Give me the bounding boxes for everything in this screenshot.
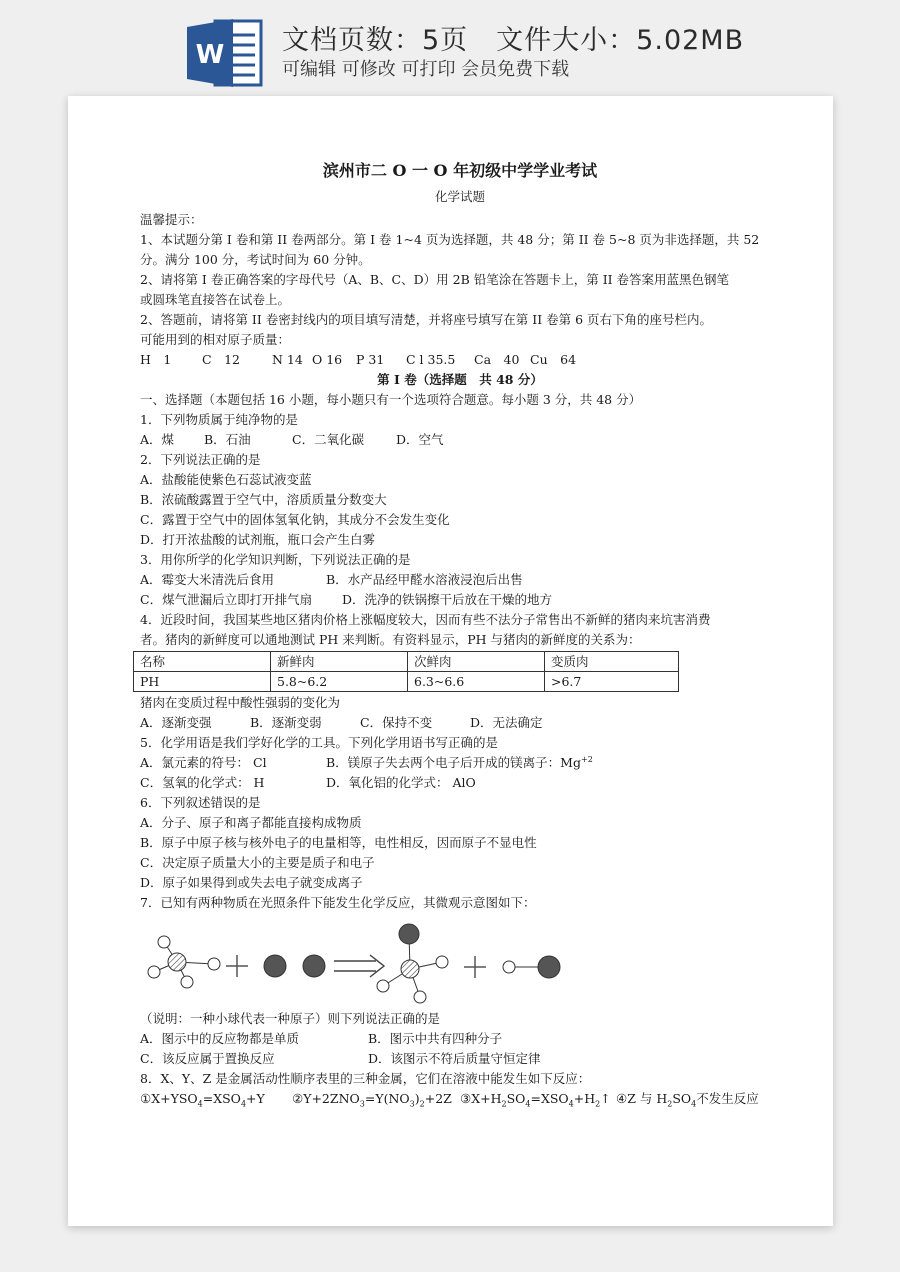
reaction-diagram [140,913,780,1009]
option: D．洗净的铁锅擦干后放在干燥的地方 [342,592,553,607]
product-molecule-1 [377,924,448,1003]
question-7-options-cd [140,1049,780,1069]
option: A．逐渐变强 [140,715,212,730]
ph-freshness-table [133,651,679,692]
option: C．决定原子质量大小的主要是质子和电子 [140,855,375,870]
tip-2b: 或圆珠笔直接答在试卷上。 [140,292,291,307]
section-heading: 第 I 卷（选择题 共 48 分） [377,372,543,387]
table-cell: 6.3~6.6 [408,672,545,692]
reactant-molecule-2 [264,955,325,977]
option: B．水产品经甲醛水溶液浸泡后出售 [326,572,523,587]
option: B．图示中共有四种分子 [368,1031,503,1046]
question-4a: 4．近段时间，我国某些地区猪肉价格上涨幅度较大，因而有些不法分子常售出不新鲜的猪肉来坑害消费 [140,612,711,627]
question-8: 8．X、Y、Z 是金属活动性顺序表里的三种金属，它们在溶液中能发生如下反应： [140,1071,591,1086]
atomic-mass: H 1 [140,352,172,367]
question-7: 7．已知有两种物质在光照条件下能发生化学反应，其微观示意图如下： [140,895,536,910]
plus-sign [464,956,486,978]
atomic-mass: N 14 [272,352,303,367]
svg-text:W: W [195,40,225,70]
option: B．原子中原子核与核外电子的电量相等，电性相反，因而原子不显电性 [140,835,537,850]
question-3: 3．用你所学的化学知识判断，下列说法正确的是 [140,552,411,567]
table-cell: 变质肉 [545,652,679,672]
part-instructions: 一、选择题（本题包括 16 小题，每小题只有一个选项符合题意。每小题 3 分，共 48 分） [140,392,642,407]
reaction-arrow [334,955,384,977]
option: C．保持不变 [360,715,433,730]
reaction-3: $③X+H_2SO_4=XSO_4+H_2↑$ [460,1091,611,1109]
tip-1b: 分。满分 100 分，考试时间为 60 分钟。 [140,252,371,267]
option: C．二氧化碳 [292,432,365,447]
question-1-options [140,430,780,450]
table-header-row [134,652,679,672]
product-molecule-2 [503,956,560,978]
option: A．氯元素的符号： Cl [140,755,267,770]
atomic-mass-heading: 可能用到的相对原子质量： [140,332,291,347]
option: B．浓硫酸露置于空气中，溶质质量分数变大 [140,492,387,507]
table-cell: 5.8~6.2 [271,672,408,692]
option: A．煤 [140,432,175,447]
table-cell: 新鲜肉 [271,652,408,672]
option: C．煤气泄漏后立即打开排气扇 [140,592,313,607]
document-meta-subtitle: 可编辑 可修改 可打印 会员免费下载 [282,59,570,80]
atomic-mass: Cu 64 [530,352,577,367]
question-3-options-cd [140,590,780,610]
option: B．逐渐变弱 [250,715,322,730]
reaction-diagram-svg [134,913,574,1009]
table-cell: PH [134,672,271,692]
document-meta-title: 文档页数：5页 文件大小：5.02MB [282,25,745,56]
reaction-4: ④Z 与 $H_2SO_4$不发生反应 [616,1091,759,1109]
reaction-1: $①X+YSO_4=XSO_4+Y$ [140,1091,265,1109]
question-7-note: （说明：一种小球代表一种原子）则下列说法正确的是 [140,1011,441,1026]
tips-heading: 温馨提示： [140,212,203,227]
atomic-mass: C 12 [202,352,240,367]
atomic-mass: Ca 40 [474,352,520,367]
table-row [134,672,679,692]
option: D．打开浓盐酸的试剂瓶，瓶口会产生白雾 [140,532,376,547]
reaction-2: $②Y+2ZNO_3=Y(NO_3)_2+2Z$ [292,1091,452,1109]
plus-sign [226,955,248,977]
option: D．无法确定 [470,715,543,730]
option: A．图示中的反应物都是单质 [140,1031,300,1046]
option: A．分子、原子和离子都能直接构成物质 [140,815,362,830]
question-5-options-ab [140,753,780,773]
question-6: 6．下列叙述错误的是 [140,795,261,810]
question-4b: 者。猪肉的新鲜度可以通地测试 PH 来判断。有资料显示，PH 与猪肉的新鲜度的关系为： [140,632,641,647]
question-7-options-ab [140,1029,780,1049]
atomic-mass: P 31 [356,352,385,367]
atomic-mass: O 16 [312,352,343,367]
question-4c: 猪肉在变质过程中酸性强弱的变化为 [140,695,341,710]
option: A．盐酸能使紫色石蕊试液变蓝 [140,472,312,487]
document-content [140,158,780,1109]
option [326,753,593,773]
reactant-molecule-1 [148,936,220,988]
tip-3: 2、答题前，请将第 II 卷密封线内的项目填写清楚，并将座号填写在第 II 卷第 6 页右下角的座号栏内。 [140,312,712,327]
charge-superscript: +2 [581,754,593,764]
table-cell: >6.7 [545,672,679,692]
tip-1a: 1、本试题分第 I 卷和第 II 卷两部分。第 I 卷 1~4 页为选择题，共 48 分；第 II 卷 5~8 页为非选择题，共 52 [140,232,760,247]
atomic-mass: C l 35.5 [406,352,456,367]
table-cell: 次鲜肉 [408,652,545,672]
question-4-options [140,713,780,733]
tip-2a: 2、请将第 I 卷正确答案的字母代号（A、B、C、D）用 2B 铅笔涂在答题卡上，第 II 卷答案用蓝黑色钢笔 [140,272,730,287]
question-1: 1．下列物质属于纯净物的是 [140,412,298,427]
table-cell: 名称 [134,652,271,672]
option: A．霉变大米清洗后食用 [140,572,275,587]
exam-subtitle: 化学试题 [434,189,485,204]
option: D．原子如果得到或失去电子就变成离子 [140,875,363,890]
option: D．氧化铝的化学式： AlO [326,775,476,790]
option: C．露置于空气中的固体氢氧化钠，其成分不会发生变化 [140,512,450,527]
question-5: 5．化学用语是我们学好化学的工具。下列化学用语书写正确的是 [140,735,498,750]
question-2: 2．下列说法正确的是 [140,452,261,467]
option: D．空气 [396,432,444,447]
option: D．该图示不符后质量守恒定律 [368,1051,541,1066]
option: B．石油 [204,432,251,447]
word-document-icon [185,15,267,91]
question-8-reactions [140,1089,780,1109]
document-page [68,96,833,1226]
document-info-header [0,0,900,96]
atomic-mass-list [140,350,780,370]
option-text: B．镁原子失去两个电子后开成的镁离子：Mg [326,755,581,770]
exam-title: 滨州市二 O 一 O 年初级中学学业考试 [322,161,598,180]
option: C．该反应属于置换反应 [140,1051,275,1066]
option: C．氢氧的化学式： H [140,775,265,790]
question-5-options-cd [140,773,780,793]
question-3-options-ab [140,570,780,590]
